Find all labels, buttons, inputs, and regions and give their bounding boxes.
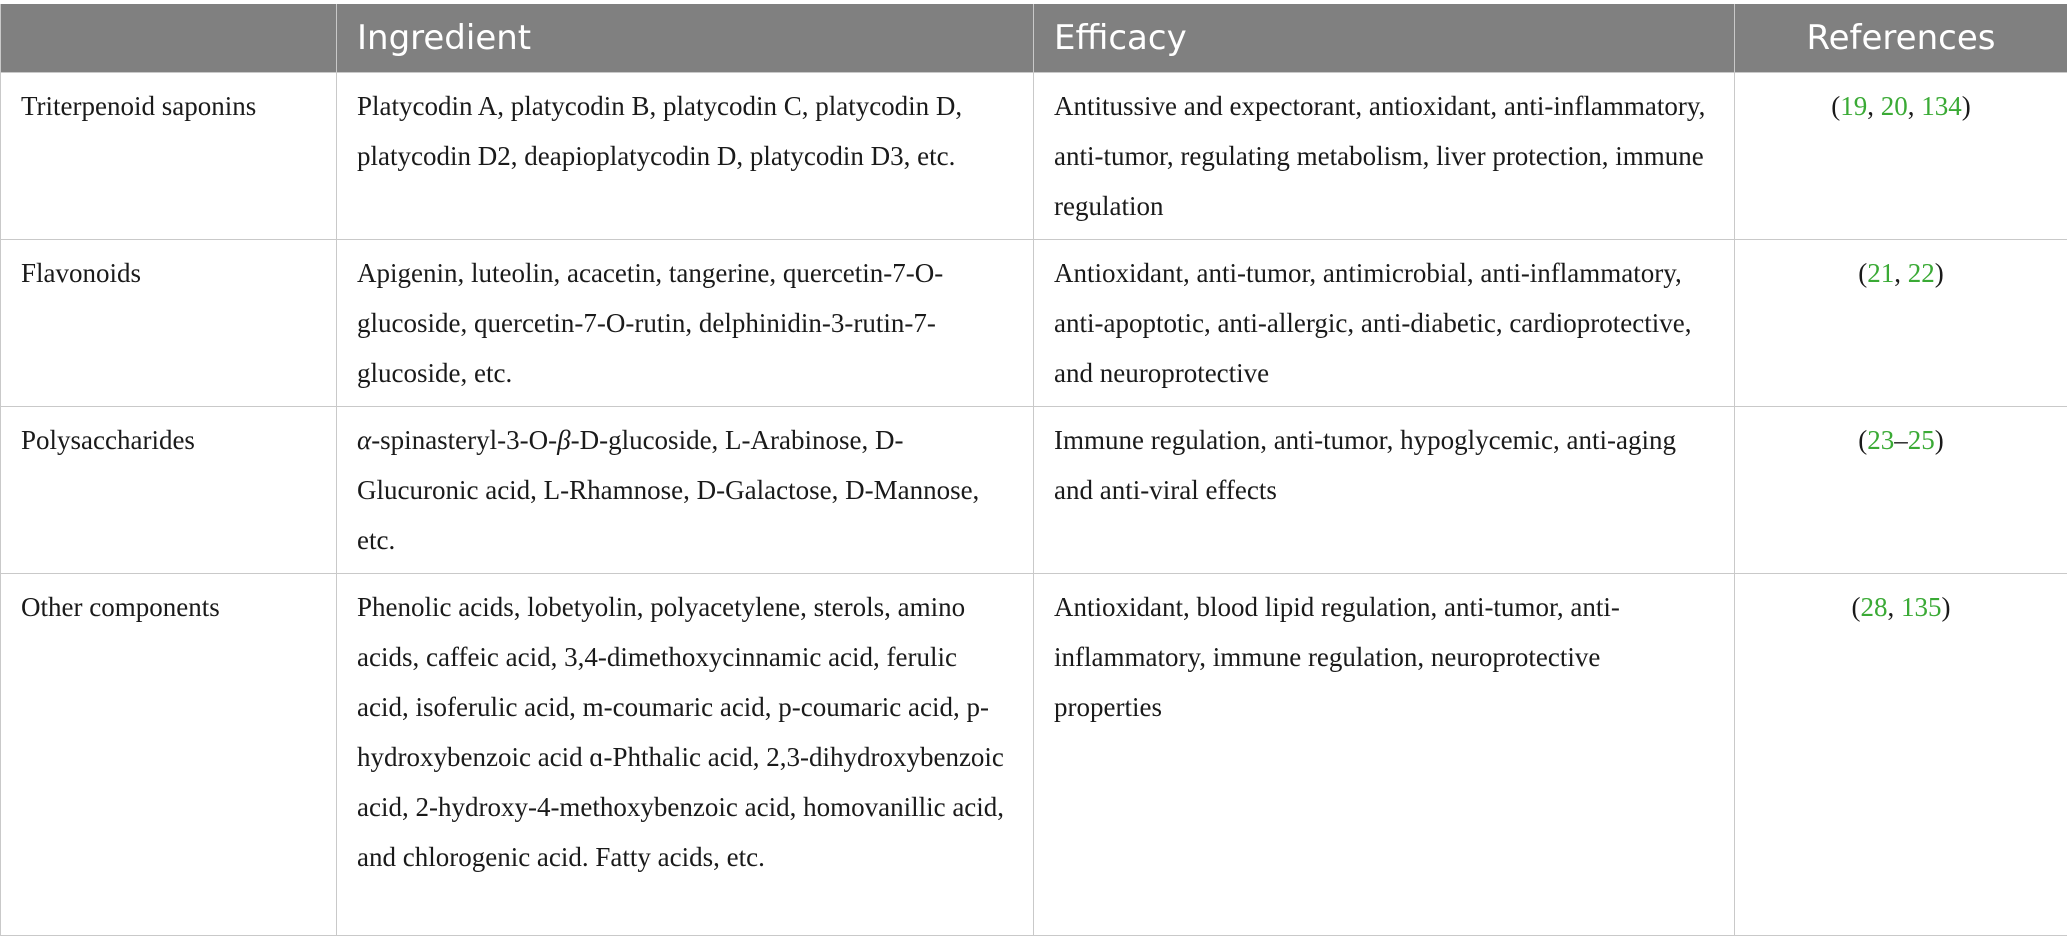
references-cell [1735, 407, 2067, 574]
header-references: References [1735, 4, 2067, 73]
paren-open: ( [1858, 258, 1868, 288]
ingredients-table [0, 4, 2067, 936]
header-efficacy: Efficacy [1034, 4, 1735, 73]
paren-open: ( [1851, 592, 1861, 622]
paren-open: ( [1831, 91, 1841, 121]
table-row [1, 240, 2067, 407]
table-row [1, 574, 2067, 936]
ingredient-text: β [557, 425, 571, 455]
ref-separator: , [1894, 258, 1908, 288]
efficacy-cell: Antioxidant, anti-tumor, antimicrobial, anti-inflammatory, anti-apoptotic, anti-allergic, anti-diabetic, cardioprotective, and neuroprotective [1034, 240, 1735, 407]
ref-link[interactable]: 134 [1921, 91, 1962, 121]
ref-link[interactable]: 20 [1880, 91, 1908, 121]
ingredient-text: -D-glucoside, L-Arabinose, D-Glucuronic acid, L-Rhamnose, D-Galactose, D-Mannose, etc. [357, 425, 980, 555]
ref-separator: , [1867, 91, 1881, 121]
category-cell: Triterpenoid saponins [1, 73, 337, 240]
ref-separator: , [1887, 592, 1901, 622]
ref-separator: – [1894, 425, 1908, 455]
ref-link[interactable]: 21 [1867, 258, 1895, 288]
ingredient-cell: Phenolic acids, lobetyolin, polyacetylene, sterols, amino acids, caffeic acid, 3,4-dimethoxycinnamic acid, ferulic acid, isoferulic acid, m-coumaric acid, p-coumaric acid, p-hydroxybenzoic acid ɑ-Phthalic acid, 2,3-dihydroxybenzoic acid, 2-hydroxy-4-methoxybenzoic acid, homovanillic acid, and chlorogenic acid. Fatty acids, etc. [337, 574, 1034, 936]
ref-link[interactable]: 25 [1907, 425, 1935, 455]
ingredient-text: α [357, 425, 372, 455]
ingredient-cell: Platycodin A, platycodin B, platycodin C, platycodin D, platycodin D2, deapioplatycodin D, platycodin D3, etc. [337, 73, 1034, 240]
efficacy-cell: Immune regulation, anti-tumor, hypoglycemic, anti-aging and anti-viral effects [1034, 407, 1735, 574]
ref-link[interactable]: 28 [1860, 592, 1888, 622]
efficacy-cell: Antioxidant, blood lipid regulation, anti-tumor, anti-inflammatory, immune regulation, neuroprotective properties [1034, 574, 1735, 936]
category-cell: Flavonoids [1, 240, 337, 407]
ref-link[interactable]: 135 [1901, 592, 1942, 622]
paren-open: ( [1858, 425, 1868, 455]
ingredient-cell: Apigenin, luteolin, acacetin, tangerine, quercetin-7-O-glucoside, quercetin-7-O-rutin, delphinidin-3-rutin-7-glucoside, etc. [337, 240, 1034, 407]
header-row [1, 4, 2067, 73]
category-cell: Polysaccharides [1, 407, 337, 574]
paren-close: ) [1934, 425, 1944, 455]
ref-link[interactable]: 19 [1840, 91, 1868, 121]
references-cell [1735, 574, 2067, 936]
category-cell: Other components [1, 574, 337, 936]
ref-link[interactable]: 22 [1907, 258, 1935, 288]
efficacy-cell: Antitussive and expectorant, antioxidant, anti-inflammatory, anti-tumor, regulating metabolism, liver protection, immune regulation [1034, 73, 1735, 240]
paren-close: ) [1961, 91, 1971, 121]
references-cell [1735, 73, 2067, 240]
table-row [1, 407, 2067, 574]
paren-close: ) [1941, 592, 1951, 622]
ref-separator: , [1907, 91, 1922, 121]
ingredient-text: -spinasteryl-3-O- [371, 425, 558, 455]
ref-link[interactable]: 23 [1867, 425, 1895, 455]
header-ingredient: Ingredient [337, 4, 1034, 73]
references-cell [1735, 240, 2067, 407]
table-row [1, 73, 2067, 240]
ingredient-cell [337, 407, 1034, 574]
paren-close: ) [1934, 258, 1944, 288]
header-category [1, 4, 337, 73]
